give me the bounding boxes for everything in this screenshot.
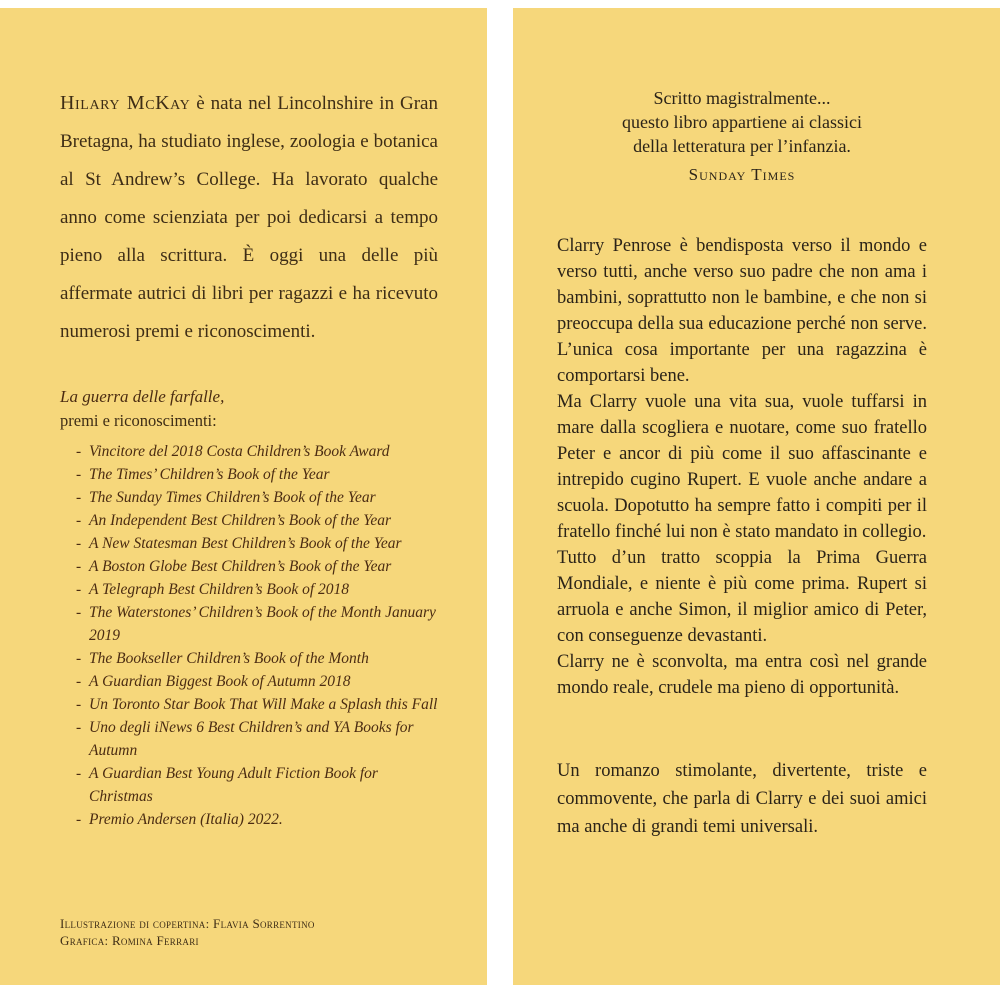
synopsis-paragraph: Ma Clarry vuole una vita sua, vuole tuffarsi in mare dalla scogliera e nuotare, come suo fratello Peter e ancor di più come il suo affascinante e intrepido cugino Rupert. E vuole anche andare a scuola. Dopotutto ha sempre fatto i compiti per il fratello finché lui non è stato mandato in collegio. [557,392,927,542]
award-item: - The Sunday Times Children’s Book of the Year [76,486,442,509]
closing-blurb: Un romanzo stimolante, divertente, triste e commovente, che parla di Clarry e dei suoi amici ma anche di grandi temi universali. [557,761,927,837]
synopsis-paragraph: Tutto d’un tratto scoppia la Prima Guerra Mondiale, e niente è più come prima. Rupert si arruola e anche Simon, il miglior amico di Peter, con conseguenze devastanti. [557,548,927,646]
award-item: - The Bookseller Children’s Book of the Month [76,647,442,670]
award-item: - Uno degli iNews 6 Best Children’s and YA Books for Autumn [76,716,442,762]
awards-section [60,385,442,831]
synopsis-paragraph: Clarry ne è sconvolta, ma entra così nel grande mondo reale, crudele ma pieno di opportunità. [557,652,927,698]
synopsis-paragraph: Clarry Penrose è bendisposta verso il mondo e verso tutti, anche verso suo padre che non ama i bambini, soprattutto non le bambine, e che non si preoccupa della sua educazione perché non serve. L’unica cosa importante per una ragazzina è comportarsi bene. [557,236,927,386]
award-item: - Premio Andersen (Italia) 2022. [76,808,442,831]
award-item: - Vincitore del 2018 Costa Children’s Book Award [76,440,442,463]
credit-illustration: Illustrazione di copertina: Flavia Sorrentino [60,916,315,931]
award-item: - A New Statesman Best Children’s Book of the Year [76,532,442,555]
synopsis [557,233,927,701]
award-item: - Un Toronto Star Book That Will Make a Splash this Fall [76,693,442,716]
award-item: - A Boston Globe Best Children’s Book of the Year [76,555,442,578]
award-item: - A Guardian Biggest Book of Autumn 2018 [76,670,442,693]
quote-line: questo libro appartiene ai classici [622,112,862,132]
right-flap [513,8,1000,985]
author-bio [60,84,438,351]
left-flap [0,8,487,985]
review-quote [557,86,927,187]
quote-line: della letteratura per l’infanzia. [633,136,851,156]
author-bio-text: è nata nel Lincolnshire in Gran Bretagna, ha studiato inglese, zoologia e botanica al St Andrew’s College. Ha lavorato qualche anno come scienziata per poi dedicarsi a tempo pieno alla scrittura. È oggi una delle più affermate autrici di libri per ragazzi e ha ricevuto numerosi premi e riconoscimenti. [60,93,438,342]
award-item: - A Guardian Best Young Adult Fiction Book for Christmas [76,762,442,808]
quote-attribution: Sunday Times [688,165,796,184]
award-item: - The Waterstones’ Children’s Book of the Month January 2019 [76,601,442,647]
award-item: - An Independent Best Children’s Book of the Year [76,509,442,532]
awards-subtitle: premi e riconoscimenti: [60,411,217,430]
author-name: Hilary McKay [60,92,191,114]
quote-line: Scritto magistralmente... [653,88,831,108]
credits [60,915,439,949]
credit-graphics: Grafica: Romina Ferrari [60,933,199,948]
book-title: La guerra delle farfalle, [60,387,225,406]
award-item: - The Times’ Children’s Book of the Year [76,463,442,486]
awards-list [76,440,442,831]
award-item: - A Telegraph Best Children’s Book of 2018 [76,578,442,601]
